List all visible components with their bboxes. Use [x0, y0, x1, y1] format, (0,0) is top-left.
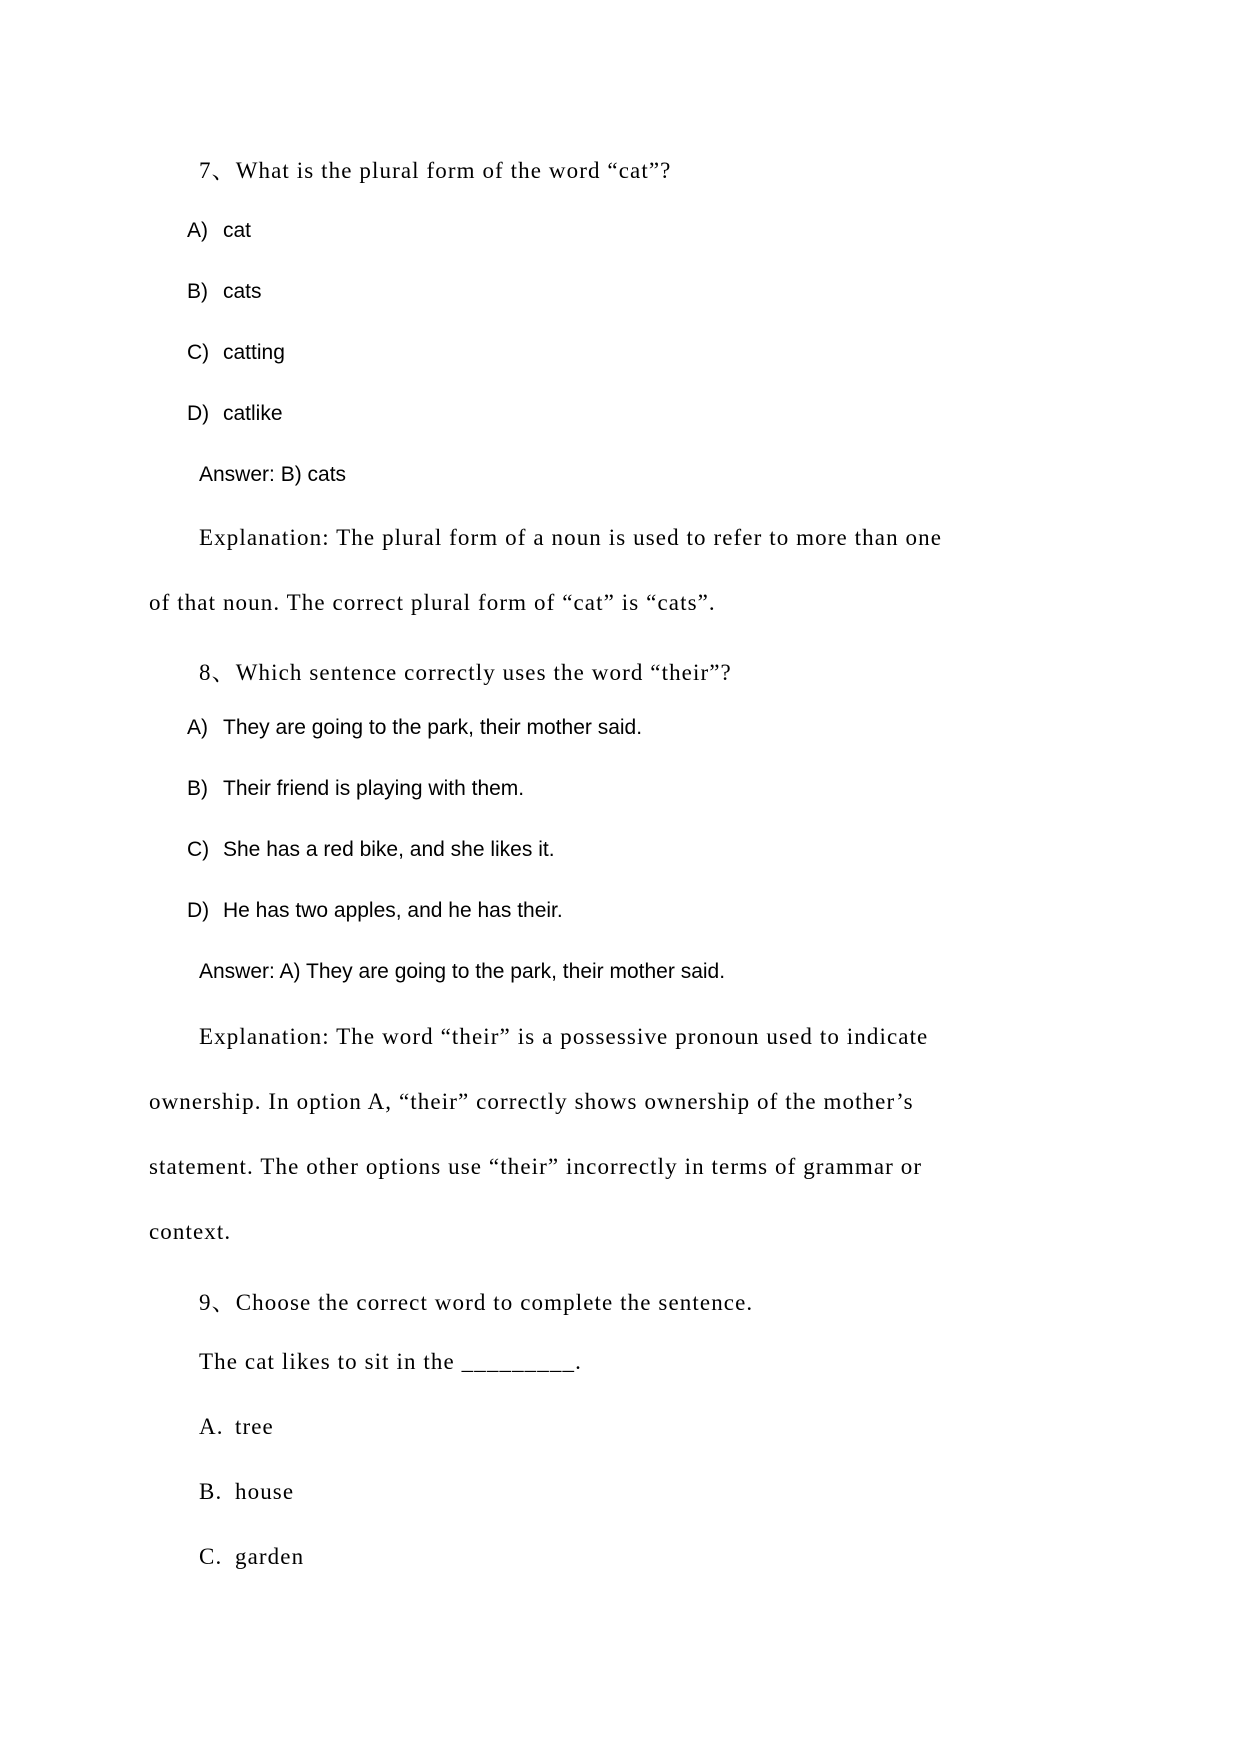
question-8-answer: Answer: A) They are going to the park, their mother said.	[199, 960, 726, 983]
option-text: They are going to the park, their mother said.	[223, 716, 643, 739]
option-text: tree	[235, 1414, 274, 1439]
option-letter: A)	[187, 219, 208, 242]
option-letter: D)	[187, 899, 210, 922]
option-letter: C)	[187, 341, 210, 364]
option-letter: B)	[187, 280, 208, 303]
question-7-option-d	[187, 402, 283, 426]
question-7-option-b	[187, 280, 262, 304]
question-9-option-c	[199, 1544, 304, 1570]
option-text: cats	[223, 280, 262, 303]
option-letter: A)	[187, 716, 208, 739]
question-8-option-b	[187, 777, 524, 801]
option-text: Their friend is playing with them.	[223, 777, 525, 800]
option-text: garden	[235, 1544, 305, 1569]
question-8-explanation-line-3: statement. The other options use “their” incorrectly in terms of grammar or	[149, 1154, 923, 1179]
question-7-option-a	[187, 219, 251, 243]
question-7-explanation-line-1: Explanation: The plural form of a noun is used to refer to more than one	[199, 525, 943, 550]
option-text: He has two apples, and he has their.	[223, 899, 563, 922]
question-9-sentence: The cat likes to sit in the _________.	[199, 1349, 582, 1374]
question-9-option-b	[199, 1479, 294, 1505]
question-7-option-c	[187, 341, 285, 365]
question-8-explanation-line-1: Explanation: The word “their” is a possessive pronoun used to indicate	[199, 1024, 929, 1049]
option-text: cat	[223, 219, 252, 242]
option-text: catlike	[223, 402, 283, 425]
question-9-option-a	[199, 1414, 274, 1440]
option-letter: D)	[187, 402, 210, 425]
question-8-explanation-line-2: ownership. In option A, “their” correctly shows ownership of the mother’s	[149, 1089, 914, 1114]
question-8-option-d	[187, 899, 563, 923]
option-text: house	[235, 1479, 295, 1504]
option-letter: A.	[199, 1414, 224, 1439]
option-letter: B)	[187, 777, 208, 800]
option-letter: C.	[199, 1544, 223, 1569]
option-letter: C)	[187, 838, 210, 861]
question-7-answer: Answer: B) cats	[199, 463, 347, 486]
option-text: catting	[223, 341, 285, 364]
option-letter: B.	[199, 1479, 223, 1504]
option-text: She has a red bike, and she likes it.	[223, 838, 555, 861]
question-8-stem: 8、Which sentence correctly uses the word “their”?	[199, 660, 732, 685]
question-7-stem: 7、What is the plural form of the word “cat”?	[199, 158, 672, 183]
question-8-explanation-line-4: context.	[149, 1219, 232, 1244]
question-9-stem: 9、Choose the correct word to complete the sentence.	[199, 1290, 754, 1315]
question-7-explanation-line-2: of that noun. The correct plural form of “cat” is “cats”.	[149, 590, 716, 615]
question-8-option-a	[187, 716, 642, 740]
question-8-option-c	[187, 838, 555, 862]
